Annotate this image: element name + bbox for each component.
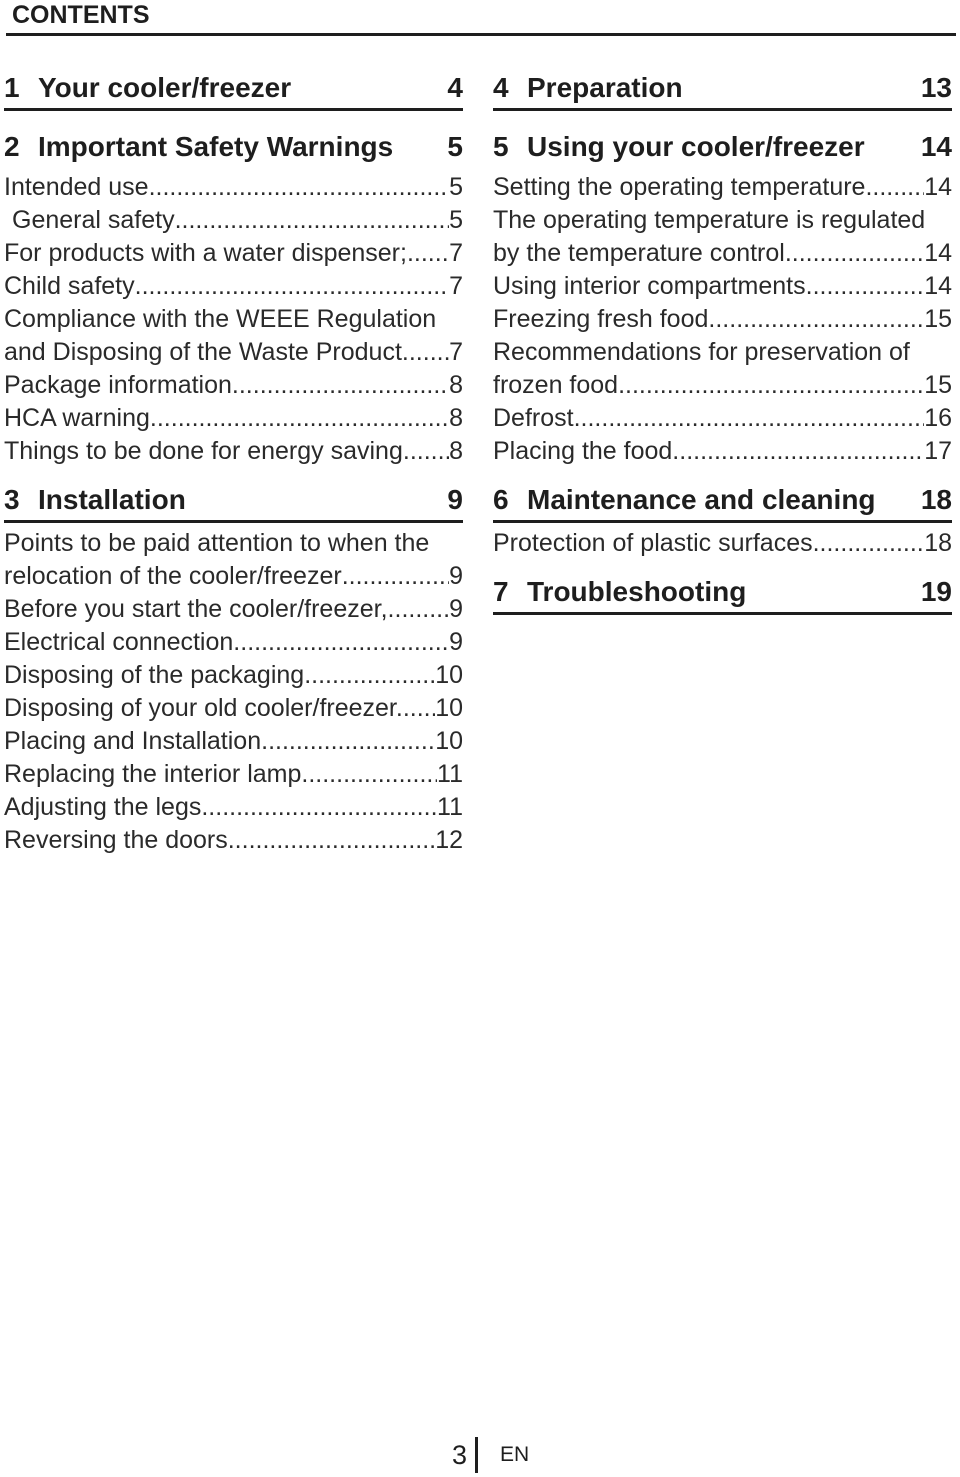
toc-section-7[interactable]: [493, 574, 952, 615]
leader-dots: [813, 527, 925, 560]
toc-entry-line[interactable]: Recommendations for preservation of: [493, 338, 910, 366]
section-title: Installation: [38, 484, 186, 515]
toc-entry[interactable]: [493, 303, 952, 336]
section-page: 5: [447, 131, 463, 162]
entry-label: General safety: [12, 206, 175, 234]
entry-label: frozen food: [493, 371, 619, 399]
section-title: Troubleshooting: [527, 576, 747, 607]
toc-entry[interactable]: [4, 626, 463, 659]
entry-label: Before you start the cooler/freezer,: [4, 595, 388, 623]
entry-label: Freezing fresh food: [493, 305, 709, 333]
section-title: Maintenance and cleaning: [527, 484, 876, 515]
entry-label: Replacing the interior lamp: [4, 760, 302, 788]
section-page: 4: [447, 72, 463, 103]
toc-section-5[interactable]: [493, 129, 952, 167]
entry-page: 14: [924, 239, 952, 267]
toc-entry[interactable]: [4, 725, 463, 758]
entry-page: 9: [449, 628, 463, 656]
toc-entry[interactable]: [4, 270, 463, 303]
toc-entry[interactable]: [4, 593, 463, 626]
entry-page: 14: [924, 173, 952, 201]
toc-entry[interactable]: [4, 758, 463, 791]
toc-entry[interactable]: [4, 204, 463, 237]
entry-label: Reversing the doors: [4, 826, 228, 854]
section-number: 1: [4, 72, 20, 103]
entry-label: and Disposing of the Waste Product.: [4, 338, 409, 366]
leader-dots: [409, 336, 449, 369]
leader-dots: [149, 171, 450, 204]
toc-entry[interactable]: [493, 527, 952, 560]
entry-label: Placing and Installation: [4, 727, 262, 755]
toc-entry[interactable]: [493, 435, 952, 468]
toc-section-6[interactable]: [493, 482, 952, 523]
entry-label: Protection of plastic surfaces: [493, 529, 813, 557]
leader-dots: [261, 725, 435, 758]
entry-page: 17: [924, 437, 952, 465]
leader-dots: [342, 560, 449, 593]
leader-dots: [201, 791, 437, 824]
toc-entry[interactable]: [493, 369, 952, 402]
footer-language: EN: [500, 1443, 530, 1466]
entry-page: 8: [449, 404, 463, 432]
entry-label: by the temperature control: [493, 239, 785, 267]
section-title: Using your cooler/freezer: [527, 131, 865, 162]
entry-page: 11: [437, 793, 463, 821]
entry-page: 18: [924, 529, 952, 557]
leader-dots: [403, 435, 449, 468]
leader-dots: [785, 237, 924, 270]
entry-page: 15: [924, 371, 952, 399]
entry-page: 9: [449, 562, 463, 590]
section-title: Your cooler/freezer: [38, 72, 292, 103]
entry-label: Electrical connection: [4, 628, 234, 656]
leader-dots: [407, 237, 449, 270]
toc-entry[interactable]: [4, 336, 463, 369]
toc-entry-line[interactable]: The operating temperature is regulated: [493, 206, 926, 234]
entry-page: 7: [449, 338, 463, 366]
toc-entry-line[interactable]: Points to be paid attention to when the: [4, 529, 430, 557]
entry-label: relocation of the cooler/freezer: [4, 562, 342, 590]
entry-page: 15: [924, 305, 952, 333]
entry-label: Setting the operating temperature: [493, 173, 866, 201]
leader-dots: [228, 824, 435, 857]
section-number: 3: [4, 484, 20, 515]
leader-dots: [233, 626, 449, 659]
leader-dots: [806, 270, 925, 303]
toc-entry[interactable]: [4, 237, 463, 270]
leader-dots: [618, 369, 924, 402]
entry-page: 8: [449, 437, 463, 465]
toc-left-column: [4, 70, 463, 857]
section-title: Preparation: [527, 72, 683, 103]
leader-dots: [232, 369, 449, 402]
entry-label: Defrost: [493, 404, 574, 432]
entry-page: 10: [435, 727, 463, 755]
section-page: 19: [920, 576, 952, 607]
entry-label: Things to be done for energy saving: [4, 437, 403, 465]
toc-entry[interactable]: [4, 402, 463, 435]
entry-page: 7: [449, 272, 463, 300]
toc-entry[interactable]: [4, 791, 463, 824]
entry-page: 7: [449, 239, 463, 267]
toc-section-2[interactable]: [4, 129, 463, 167]
footer-page-number: 3: [452, 1439, 468, 1470]
contents-header: [6, 0, 956, 36]
entry-label: Disposing of your old cooler/freezer.: [4, 694, 403, 722]
section-number: 6: [493, 484, 509, 515]
entry-page: 14: [924, 272, 952, 300]
entry-label: Child safety: [4, 272, 135, 300]
page-footer: [452, 1437, 529, 1473]
entry-page: 10: [435, 661, 463, 689]
section-number: 7: [493, 576, 509, 607]
section-page: 14: [920, 131, 952, 162]
entry-label: Intended use: [4, 173, 149, 201]
toc-entry[interactable]: [4, 692, 463, 725]
entry-label: For products with a water dispenser;: [4, 239, 407, 267]
entry-page: 12: [435, 826, 463, 854]
toc-section-4[interactable]: [493, 70, 952, 111]
entry-label: Disposing of the packaging: [4, 661, 305, 689]
toc-section-3[interactable]: [4, 482, 463, 523]
toc-entry[interactable]: [4, 659, 463, 692]
section-number: 2: [4, 131, 20, 162]
toc-entry[interactable]: [493, 270, 952, 303]
entry-label: Package information: [4, 371, 232, 399]
leader-dots: [135, 270, 449, 303]
leader-dots: [301, 758, 437, 791]
entry-label: HCA warning: [4, 404, 150, 432]
entry-page: 11: [437, 760, 463, 788]
toc-entry[interactable]: [493, 402, 952, 435]
entry-page: 16: [924, 404, 952, 432]
entry-page: 10: [435, 694, 463, 722]
section-page: 13: [920, 72, 952, 103]
toc-entry[interactable]: [4, 171, 463, 204]
leader-dots: [388, 593, 450, 626]
entry-page: 8: [449, 371, 463, 399]
section-title: Important Safety Warnings: [38, 131, 394, 162]
page-title: CONTENTS: [12, 1, 150, 29]
entry-label: Placing the food: [493, 437, 673, 465]
entry-label: Adjusting the legs: [4, 793, 202, 821]
entry-page: 9: [449, 595, 463, 623]
leader-dots: [403, 692, 435, 725]
entry-label: Using interior compartments: [493, 272, 806, 300]
leader-dots: [574, 402, 925, 435]
leader-dots: [150, 402, 449, 435]
toc-entry[interactable]: [4, 824, 463, 857]
entry-page: 5: [449, 206, 463, 234]
section-number: 5: [493, 131, 509, 162]
toc-entry[interactable]: [4, 435, 463, 468]
entry-page: 5: [449, 173, 463, 201]
toc-entry[interactable]: [4, 560, 463, 593]
leader-dots: [672, 435, 924, 468]
toc-entry[interactable]: [4, 369, 463, 402]
section-number: 4: [493, 72, 509, 103]
toc-section-1[interactable]: [4, 70, 463, 111]
section-page: 18: [920, 484, 952, 515]
toc-entry-line[interactable]: Compliance with the WEEE Regulation: [4, 305, 437, 333]
toc-entry[interactable]: [493, 237, 952, 270]
leader-dots: [708, 303, 924, 336]
toc-entry[interactable]: [493, 171, 952, 204]
section-page: 9: [447, 484, 463, 515]
leader-dots: [175, 204, 450, 237]
leader-dots: [865, 171, 924, 204]
toc-right-column: [493, 70, 952, 619]
leader-dots: [304, 659, 435, 692]
